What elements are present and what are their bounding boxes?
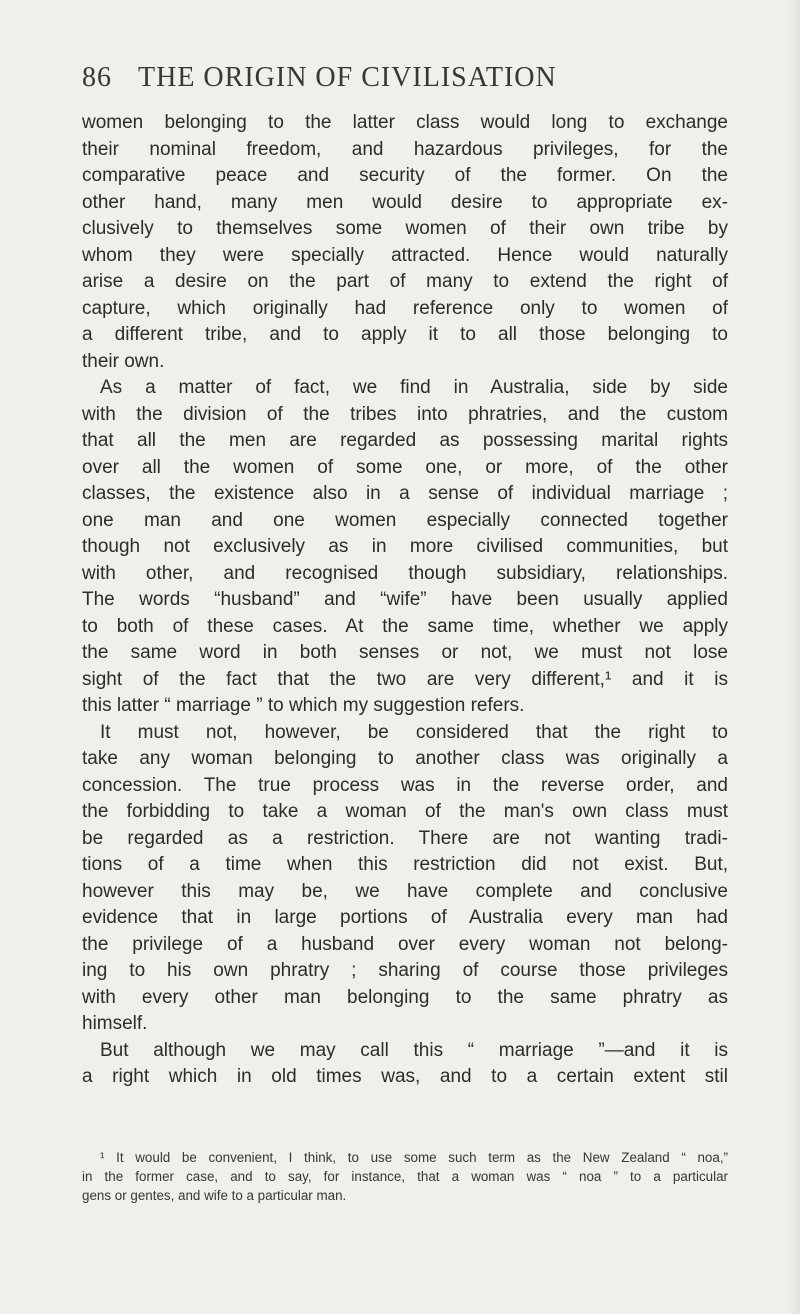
text-line: whom they were specially attracted. Hence would naturally	[82, 244, 728, 266]
footnote-line: ¹ It would be convenient, I think, to use some such term as the New Zealand “ noa,”	[100, 1150, 728, 1165]
text-line: the privilege of a husband over every woman not belong-	[82, 933, 728, 955]
text-line: one man and one women especially connected together	[82, 509, 728, 531]
footnote-line: gens or gentes, and wife to a particular man.	[82, 1188, 347, 1203]
text-line: other hand, many men would desire to appropriate ex-	[82, 191, 728, 213]
text-line: But although we may call this “ marriage ”—and it is	[100, 1039, 728, 1061]
text-line: It must not, however, be considered that the right to	[100, 721, 728, 743]
text-line: the forbidding to take a woman of the man's own class must	[82, 801, 728, 822]
text-line: clusively to themselves some women of their own tribe by	[82, 218, 728, 239]
text-line: a right which in old times was, and to a certain extent stil	[82, 1066, 728, 1087]
text-line: however this may be, we have complete and conclusive	[82, 880, 728, 902]
text-line: their own.	[82, 350, 165, 372]
text-line: though not exclusively as in more civilised communities, but	[82, 536, 728, 557]
footnotes	[82, 1148, 728, 1205]
footnote-line: in the former case, and to say, for instance, that a woman was “ noa ” to a particular	[82, 1169, 728, 1184]
text-line: women belonging to the latter class would long to exchange	[82, 112, 728, 133]
text-line: over all the women of some one, or more, of the other	[82, 456, 728, 478]
text-line: sight of the fact that the two are very different,¹ and it is	[82, 668, 728, 690]
text-line: take any woman belonging to another class was originally a	[82, 748, 728, 769]
page-number: 86	[82, 62, 112, 93]
text-line: ing to his own phratry ; sharing of course those privileges	[82, 960, 728, 981]
text-line: be regarded as a restriction. There are not wanting tradi-	[82, 827, 728, 849]
text-line: As a matter of fact, we find in Australia, side by side	[100, 377, 728, 398]
body-text	[82, 110, 728, 1091]
text-line: that all the men are regarded as possessing marital rights	[82, 430, 728, 451]
page-title: THE ORIGIN OF CIVILISATION	[138, 62, 557, 93]
text-line: with other, and recognised though subsidiary, relationships.	[82, 562, 728, 584]
text-line: classes, the existence also in a sense of individual marriage ;	[82, 483, 728, 504]
text-line: with the division of the tribes into phratries, and the custom	[82, 403, 728, 425]
text-line: a different tribe, and to apply it to all those belonging to	[82, 324, 728, 345]
text-line: evidence that in large portions of Australia every man had	[82, 907, 728, 928]
text-line: tions of a time when this restriction did not exist. But,	[82, 854, 728, 875]
text-line: with every other man belonging to the same phratry as	[82, 986, 728, 1008]
text-line: concession. The true process was in the reverse order, and	[82, 774, 728, 796]
text-line: comparative peace and security of the former. On the	[82, 165, 728, 186]
running-head	[82, 62, 728, 102]
text-line: capture, which originally had reference only to women of	[82, 297, 728, 319]
page-edge-shadow	[786, 0, 800, 1314]
text-line: this latter “ marriage ” to which my suggestion refers.	[82, 695, 525, 716]
text-line: their nominal freedom, and hazardous privileges, for the	[82, 138, 728, 160]
text-line: himself.	[82, 1013, 148, 1034]
text-line: The words “husband” and “wife” have been usually applied	[82, 589, 728, 610]
text-line: arise a desire on the part of many to extend the right of	[82, 271, 728, 292]
text-line: the same word in both senses or not, we must not lose	[82, 642, 728, 663]
text-line: to both of these cases. At the same time, whether we apply	[82, 615, 728, 637]
